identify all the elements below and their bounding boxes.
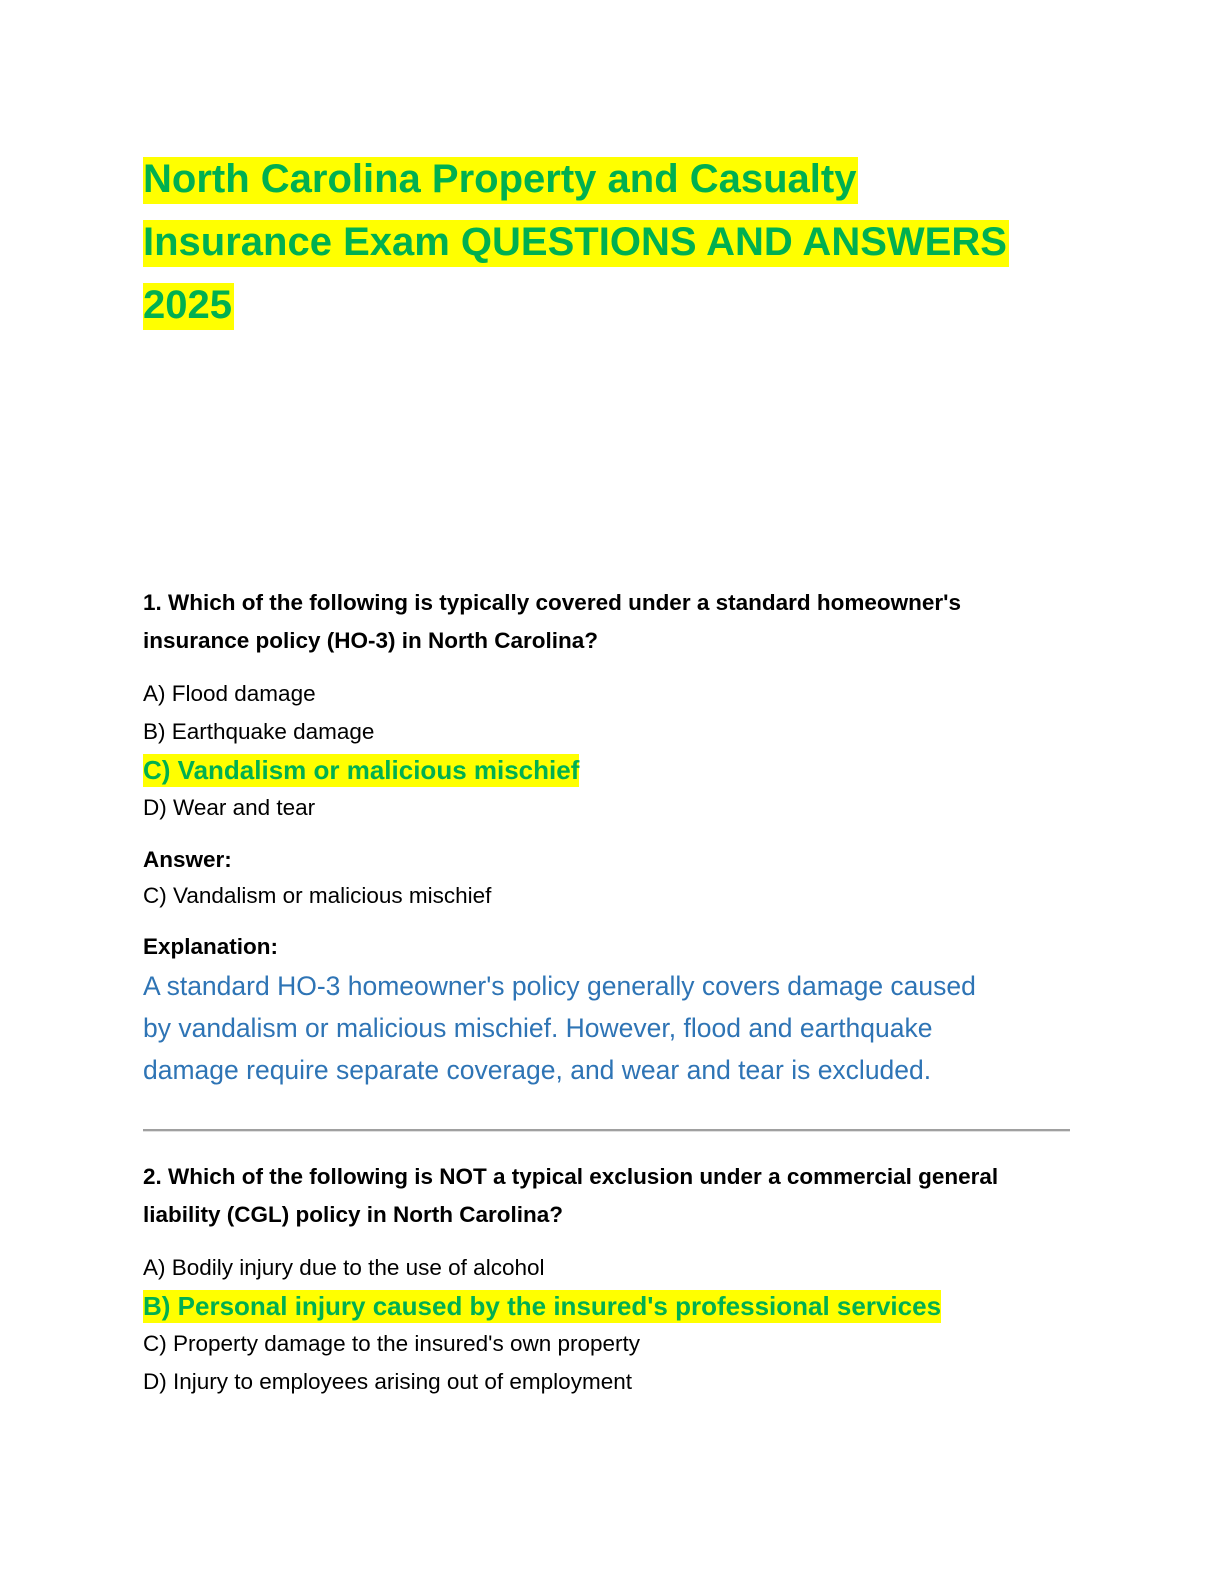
- option-list: [143, 1249, 1073, 1401]
- option-text: D) Wear and tear: [143, 795, 316, 820]
- option-text: C) Vandalism or malicious mischief: [143, 755, 580, 785]
- option-text: B) Earthquake damage: [143, 719, 375, 744]
- explanation-line: damage require separate coverage, and wear and tear is excluded.: [143, 1055, 932, 1085]
- option-b: [143, 713, 1073, 751]
- option-a: [143, 1249, 1073, 1287]
- title-line: North Carolina Property and Casualty: [143, 157, 858, 204]
- option-a: [143, 675, 1073, 713]
- explanation-label: Explanation:: [143, 934, 279, 959]
- question-prompt: [143, 584, 1073, 660]
- explanation-line: by vandalism or malicious mischief. However, flood and earthquake: [143, 1013, 933, 1043]
- explanation-line: A standard HO-3 homeowner's policy generally covers damage caused: [143, 971, 976, 1001]
- question-prompt-line: 1. Which of the following is typically covered under a standard homeowner's: [143, 590, 961, 615]
- option-text: C) Property damage to the insured's own property: [143, 1331, 641, 1356]
- document-title: [143, 148, 1043, 337]
- option-d: [143, 1363, 1073, 1401]
- answer-label: Answer:: [143, 847, 232, 872]
- option-list: [143, 675, 1073, 827]
- option-b-correct: [143, 1287, 1073, 1325]
- question-prompt-line: liability (CGL) policy in North Carolina?: [143, 1202, 564, 1227]
- option-d: [143, 789, 1073, 827]
- option-c-correct: [143, 751, 1073, 789]
- question-prompt-line: 2. Which of the following is NOT a typical exclusion under a commercial general: [143, 1164, 999, 1189]
- question-block-1: [143, 584, 1073, 1091]
- option-text: B) Personal injury caused by the insured's professional services: [143, 1291, 942, 1321]
- answer-text: C) Vandalism or malicious mischief: [143, 883, 492, 908]
- title-line: 2025: [143, 283, 234, 330]
- option-c: [143, 1325, 1073, 1363]
- option-text: D) Injury to employees arising out of employment: [143, 1369, 632, 1394]
- question-prompt: [143, 1158, 1073, 1234]
- option-text: A) Flood damage: [143, 681, 316, 706]
- option-text: A) Bodily injury due to the use of alcohol: [143, 1255, 545, 1280]
- explanation-text: [143, 965, 1073, 1091]
- question-block-2: [143, 1158, 1073, 1401]
- title-line: Insurance Exam QUESTIONS AND ANSWERS: [143, 220, 1009, 267]
- section-divider: [143, 1129, 1070, 1132]
- question-prompt-line: insurance policy (HO-3) in North Carolina?: [143, 628, 599, 653]
